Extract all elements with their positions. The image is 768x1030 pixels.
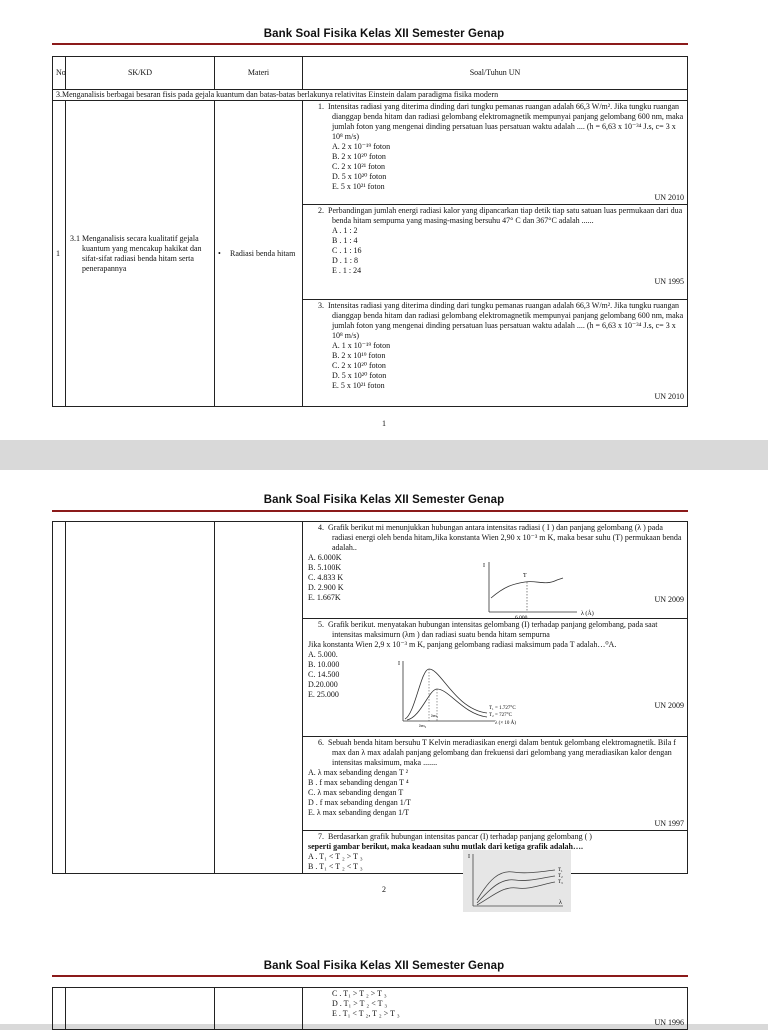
question-number: 1. (318, 102, 324, 111)
row-number: 1 (53, 101, 66, 407)
graph-t2: T₂ (558, 874, 563, 879)
question-2 (303, 205, 688, 300)
exam-year: UN 2009 (654, 595, 684, 604)
option: E . T₁ < T ₂, T ₂ > T ₃ (332, 1009, 400, 1018)
question-number: 2. (318, 206, 324, 215)
question-7-continued (303, 988, 688, 1030)
option: D. 5 x 10²⁰ foton (332, 371, 387, 380)
option: C . T₁ > T ₂ > T ₃ (332, 989, 387, 998)
page-1 (0, 0, 768, 440)
option: B. 2 x 10¹⁹ foton (332, 351, 386, 360)
option: C. 2 x 10²¹ foton (332, 162, 386, 171)
col-header-no: No (53, 57, 66, 90)
question-text: Berdasarkan grafik hubungan intensitas pancar (I) terhadap panjang gelombang ( ) (328, 832, 592, 841)
exam-year: UN 1997 (654, 819, 684, 828)
option: E. 5 x 10²¹ foton (332, 381, 385, 390)
materi-cell (215, 101, 303, 407)
graph-xlabel: λ (559, 900, 562, 906)
question-5 (303, 619, 688, 737)
option: E. 25.000 (308, 690, 339, 699)
option: A . 1 : 2 (332, 226, 358, 235)
graph-ylabel: I (398, 661, 400, 667)
option: A . T₁ < T ₂ > T ₃ (308, 852, 363, 861)
materi-text: Radiasi benda hitam (230, 248, 296, 258)
graph-t1: T₁ (558, 868, 563, 873)
bullet-icon: • (218, 248, 221, 258)
option: B. 2 x 10²⁰ foton (332, 152, 386, 161)
intensity-wavelength-graph (465, 558, 615, 620)
graph-t2: T₂ = 727°C (489, 713, 512, 718)
question-text: Grafik berikut mi menunjukkan hubungan antara intensitas radiasi ( I ) dan panjang gelombang (λ ) pada radiasi energi oleh benda hitam,Jika konstanta Wien 2,90 x 10⁻³ m K, maka besar suhu (T) permukaan benda adalah.. (328, 523, 682, 552)
option: D.20.000 (308, 680, 338, 689)
graph-curve-label: T (523, 573, 527, 579)
question-number: 6. (318, 738, 324, 747)
question-table-1 (52, 56, 688, 407)
option: B . T₁ < T ₂ < T ₃ (308, 862, 363, 871)
header-rule (52, 43, 688, 45)
question-text: Intensitas radiasi yang diterima dinding dari tungku pemanas ruangan adalah 66,3 W/m². Jika tungku ruangan dianggap benda hitam dan radiasi gelombang elektromagnetik mempunyai panjang gelombang 600 nm, maka jumlah foton yang mengenai dinding persatuan luas persatuan waktu adalah .... (h = 6,63 x 10⁻³⁴ J.s, c= 3 x 10⁸ m/s) (328, 301, 684, 340)
option: D. 2.900 K (308, 583, 344, 592)
question-table-2 (52, 521, 688, 874)
option: B . f max sebanding dengan T ⁴ (308, 778, 409, 787)
temperature-curves-graph (463, 850, 571, 912)
graph-t1: T₁ = 1.727°C (489, 706, 516, 711)
question-3 (303, 300, 688, 407)
question-1 (303, 101, 688, 205)
graph-xlabel: λ (× 10 Å) (495, 721, 516, 726)
option: D. 5 x 10²⁰ foton (332, 172, 387, 181)
question-text-2: Jika konstanta Wien 2,9 x 10⁻³ m K, panjang gelombang radiasi maksimum pada T adalah…⁰A. (308, 640, 617, 649)
graph-t3: T₃ (558, 880, 563, 885)
kd-text: 3.1 Menganalisis secara kualitatif gejala kuantum yang mencakup hakikat dan sifat-sifat radiasi benda hitam serta penerapannya (70, 233, 202, 273)
option: D . f max sebanding dengan 1/T (308, 798, 411, 807)
wien-graph (395, 659, 535, 729)
col-header-soal: Soal/Tuhun UN (303, 57, 688, 90)
question-number: 7. (318, 832, 324, 841)
exam-year: UN 1995 (654, 277, 684, 286)
page-2 (0, 470, 768, 940)
exam-year: UN 2010 (654, 392, 684, 401)
standar-kompetensi: 3.Menganalisis berbagai besaran fisis pada gejala kuantum dan batas-batas berlakunya relativitas Einstein dalam paradigma fisika modern (53, 90, 688, 101)
question-number: 4. (318, 523, 324, 532)
question-text: Intensitas radiasi yang diterima dinding dari tungku pemanas ruangan adalah 66,3 W/m². Jika tungku ruangan dianggap benda hitam dan radiasi gelombang elektromagnetik mempunyai panjang gelombang 600 nm, maka jumlah foton yang mengenai dinding persatuan luas persatuan waktu adalah .... (h = 6,63 x 10⁻³⁴ J.s, c= 3 x 10⁸ m/s) (328, 102, 684, 141)
option: C. 14.500 (308, 670, 340, 679)
option: B . 1 : 4 (332, 236, 358, 245)
page-number: 2 (382, 885, 386, 894)
question-text: Grafik berikut. menyatakan hubungan intensitas gelombang (I) terhadap panjang gelombang, pada saat intensitas maksimurn (λm ) dan radiasi suatu benda hitam sempurna (328, 620, 658, 639)
page-header-title: Bank Soal Fisika Kelas XII Semester Genap (263, 28, 505, 40)
page-3 (0, 940, 768, 1027)
option: C. 2 x 10²⁰ foton (332, 361, 386, 370)
option: D . T₁ > T ₂ < T ₃ (332, 999, 388, 1008)
exam-year: UN 1996 (654, 1018, 684, 1027)
page-header-title: Bank Soal Fisika Kelas XII Semester Genap (263, 494, 505, 506)
graph-xtick: 6.000 (515, 615, 528, 620)
option: A. λ max sebanding dengan T ² (308, 768, 408, 777)
question-text: Sebuah benda hitam bersuhu T Kelvin meradiasikan energi dalam bentuk gelombang elektromagnetik. Bila f max dan λ max adalah panjang gelombang dan frekuensi dari gelombang yang meradiasikan kalor dengan intensitas maksimum, maka ....... (328, 738, 676, 767)
kompetensi-dasar (66, 101, 215, 407)
page-header-title: Bank Soal Fisika Kelas XII Semester Genap (263, 960, 505, 972)
option: C . 1 : 16 (332, 246, 362, 255)
graph-lm2: λm₂ (419, 723, 427, 728)
question-text-2: seperti gambar berikut, maka keadaan suhu mutlak dari ketiga grafik adalah…. (308, 842, 583, 851)
option: B. 10.000 (308, 660, 340, 669)
option: A. 1 x 10⁻¹⁹ foton (332, 341, 391, 350)
graph-lm1: λm₁ (431, 713, 439, 718)
exam-year: UN 2009 (654, 701, 684, 710)
header-rule (52, 975, 688, 977)
question-text: Perbandingan jumlah energi radiasi kalor yang dipancarkan tiap detik tiap satu satuan luas permukaan dari dua benda hitam sempurna yang masing-masing bersuhu 47° C dan 367°C adalah ...... (328, 206, 683, 225)
option: A. 2 x 10⁻¹⁹ foton (332, 142, 391, 151)
header-rule (52, 510, 688, 512)
question-6 (303, 737, 688, 831)
graph-ylabel: I (468, 854, 470, 860)
option: E. 1.667K (308, 593, 341, 602)
exam-year: UN 2010 (654, 193, 684, 202)
question-number: 5. (318, 620, 324, 629)
option: A. 6.000K (308, 553, 342, 562)
question-number: 3. (318, 301, 324, 310)
option: E. 5 x 10²¹ foton (332, 182, 385, 191)
page-number: 1 (382, 419, 386, 428)
option: C. 4.833 K (308, 573, 344, 582)
graph-ylabel: I (483, 563, 485, 569)
col-header-skkd: SK/KD (66, 57, 215, 90)
option: E. λ max sebanding dengan 1/T (308, 808, 410, 817)
option: C. λ max sebanding dengan T (308, 788, 404, 797)
option: A. 5.000. (308, 650, 338, 659)
question-4 (303, 522, 688, 619)
option: E . 1 : 24 (332, 266, 362, 275)
col-header-materi: Materi (215, 57, 303, 90)
option: D . 1 : 8 (332, 256, 358, 265)
option: B. 5.100K (308, 563, 342, 572)
graph-xlabel: λ (Å) (581, 611, 594, 617)
